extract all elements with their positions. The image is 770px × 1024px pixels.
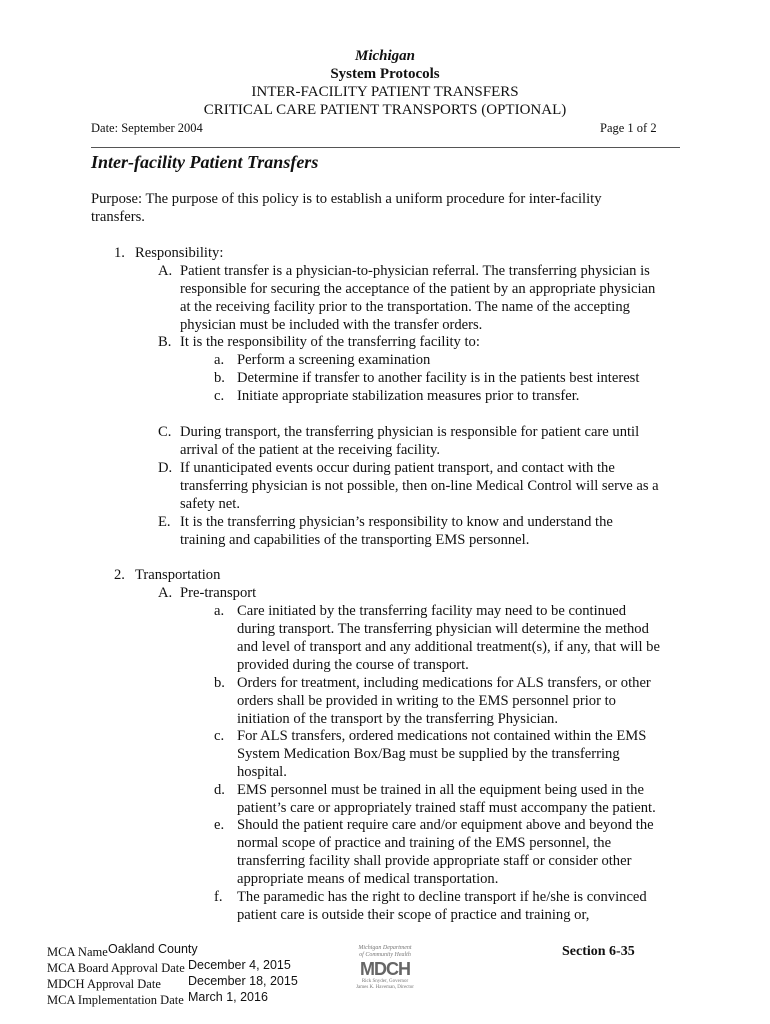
document-date: Date: September 2004 [91, 121, 203, 135]
mdch-logo [340, 945, 430, 991]
subitem-line: patient care is outside their scope of practice and training or, [237, 907, 590, 923]
subitem-line: transferring facility shall provide appropriate staff or consider other [237, 853, 632, 869]
subitem-line: during transport. The transferring physician will determine the method [237, 621, 649, 637]
subitem-line: System Medication Box/Bag must be supplied by the transferring [237, 746, 620, 762]
document-title: INTER-FACILITY PATIENT TRANSFERS [251, 84, 519, 100]
section-number: 2. [114, 567, 125, 583]
header-divider [91, 147, 680, 148]
item-line: During transport, the transferring physician is responsible for patient care until [180, 424, 640, 440]
mca-name-label: MCA Name [47, 945, 108, 959]
subitem-text: Initiate appropriate stabilization measures prior to transfer. [237, 388, 580, 404]
item-heading: Pre-transport [180, 585, 257, 601]
item-marker: B. [158, 334, 172, 350]
subitem-line: hospital. [237, 764, 287, 780]
item-line: transferring physician is not possible, then on-line Medical Control will serve as a [180, 478, 659, 494]
mdch-approval-label: MDCH Approval Date [47, 977, 161, 991]
subitem-line: normal scope of practice and training of the EMS personnel, the [237, 835, 612, 851]
subitem-text: Determine if transfer to another facility is in the patients best interest [237, 370, 640, 386]
subitem-marker: e. [214, 817, 225, 833]
item-line: It is the responsibility of the transferring facility to: [180, 334, 480, 350]
section-heading: Responsibility: [135, 245, 224, 261]
subitem-line: Should the patient require care and/or equipment above and beyond the [237, 817, 654, 833]
subitem-marker: a. [214, 603, 225, 619]
item-line: responsible for securing the acceptance of the patient by an appropriate physician [180, 281, 656, 297]
subitem-marker: b. [214, 675, 225, 691]
subitem-line: Care initiated by the transferring facility may need to be continued [237, 603, 627, 619]
item-line: If unanticipated events occur during patient transport, and contact with the [180, 460, 615, 476]
item-marker: E. [158, 514, 171, 530]
logo-caption: of Community Health [359, 952, 411, 958]
purpose-line: Purpose: The purpose of this policy is to establish a uniform procedure for inter-facility [91, 191, 602, 207]
section-number: 1. [114, 245, 125, 261]
section-heading: Transportation [135, 567, 221, 583]
item-line: physician must be included with the transfer orders. [180, 317, 483, 333]
section-number-footer: Section 6-35 [562, 944, 635, 959]
implementation-value: March 1, 2016 [188, 990, 268, 1004]
subitem-marker: c. [214, 388, 225, 404]
board-approval-value: December 4, 2015 [188, 958, 291, 972]
implementation-label: MCA Implementation Date [47, 993, 184, 1007]
logo-mark: MDCH [360, 959, 410, 979]
mdch-approval-value: December 18, 2015 [188, 974, 298, 988]
board-approval-label: MCA Board Approval Date [47, 961, 185, 975]
subitem-line: For ALS transfers, ordered medications not contained within the EMS [237, 728, 647, 744]
subitem-line: EMS personnel must be trained in all the equipment being used in the [237, 782, 644, 798]
logo-caption: James K. Haveman, Director [356, 985, 414, 990]
logo-caption: Michigan Department [358, 945, 412, 951]
subitem-line: appropriate means of medical transportation. [237, 871, 499, 887]
subitem-line: initiation of the transport by the transferring Physician. [237, 711, 558, 727]
mca-name-value: Oakland County [108, 942, 198, 956]
item-marker: A. [158, 585, 173, 601]
subitem-marker: d. [214, 782, 225, 798]
item-line: Patient transfer is a physician-to-physician referral. The transferring physician is [180, 263, 650, 279]
item-line: safety net. [180, 496, 240, 512]
subitem-marker: b. [214, 370, 225, 386]
subitem-text: Perform a screening examination [237, 352, 431, 368]
item-line: at the receiving facility prior to the transportation. The name of the accepting [180, 299, 630, 315]
purpose-line: transfers. [91, 209, 145, 225]
item-marker: C. [158, 424, 172, 440]
section-title: Inter-facility Patient Transfers [91, 152, 319, 172]
state-name: Michigan [354, 48, 415, 64]
subitem-line: orders shall be provided in writing to the EMS personnel prior to [237, 693, 616, 709]
page-number: Page 1 of 2 [600, 121, 657, 135]
subitem-marker: c. [214, 728, 225, 744]
logo-caption: Rick Snyder, Governor [361, 979, 409, 984]
subitem-marker: f. [214, 889, 223, 905]
subitem-marker: a. [214, 352, 225, 368]
document-title-secondary: CRITICAL CARE PATIENT TRANSPORTS (OPTIONAL) [203, 102, 567, 118]
item-marker: D. [158, 460, 173, 476]
subitem-line: patient’s care or appropriately trained staff must accompany the patient. [237, 800, 656, 816]
item-line: It is the transferring physician’s responsibility to know and understand the [180, 514, 613, 530]
subitem-line: provided during the course of transport. [237, 657, 469, 673]
item-line: training and capabilities of the transporting EMS personnel. [180, 532, 530, 548]
item-line: arrival of the patient at the receiving facility. [180, 442, 441, 458]
subitem-line: Orders for treatment, including medications for ALS transfers, or other [237, 675, 651, 691]
document-subtitle: System Protocols [330, 66, 440, 82]
subitem-line: The paramedic has the right to decline transport if he/she is convinced [237, 889, 647, 905]
item-marker: A. [158, 263, 173, 279]
subitem-line: and level of transport and any additional treatment(s), if any, that will be [237, 639, 660, 655]
